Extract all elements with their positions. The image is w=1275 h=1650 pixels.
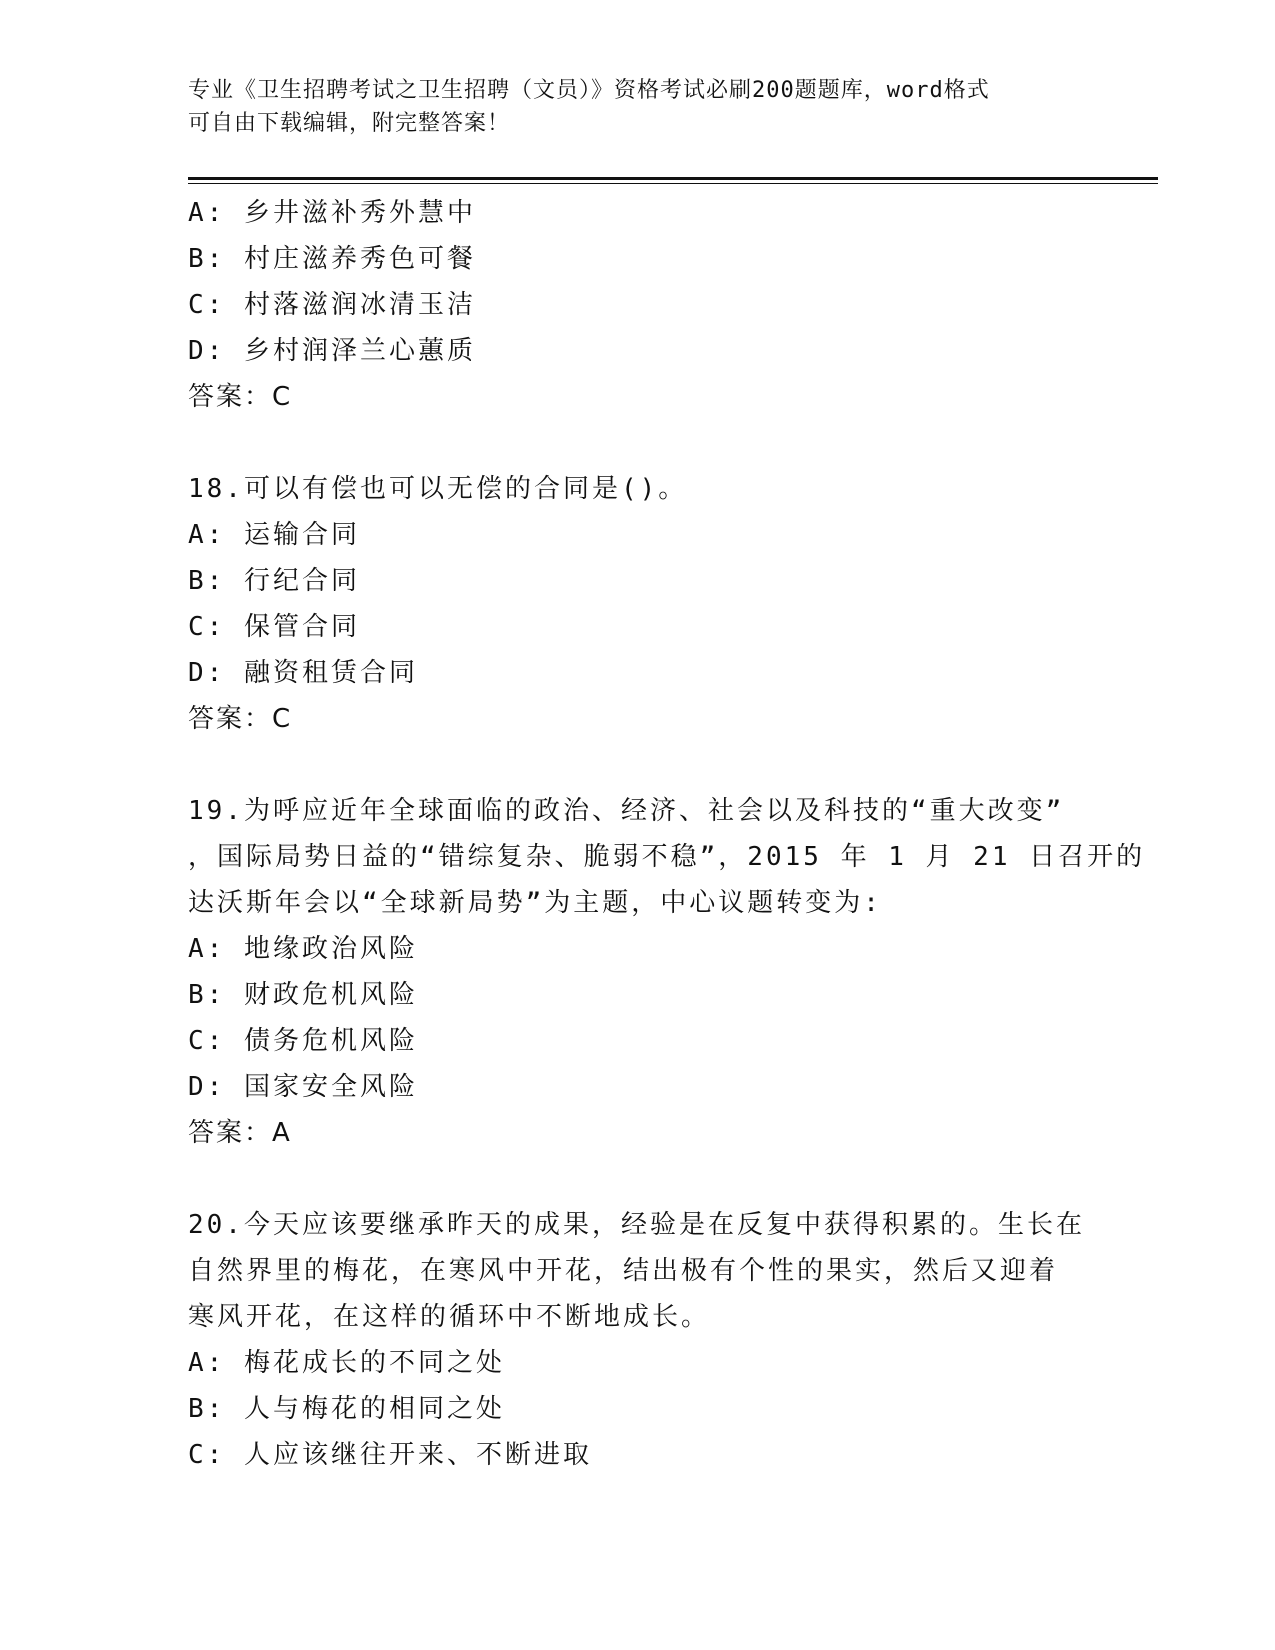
option-d: D: 融资租赁合同 bbox=[188, 658, 418, 688]
header-title-line-1: 专业《卫生招聘考试之卫生招聘（文员）》资格考试必刷200题题库，word格式 bbox=[188, 78, 990, 103]
question-text-line-2: ，国际局势日益的“错综复杂、脆弱不稳”，2015 年 1 月 21 日召开的 bbox=[188, 842, 1146, 872]
answer-line: 答案：C bbox=[188, 704, 293, 734]
question-spacer bbox=[188, 1156, 1088, 1202]
answer-line: 答案：A bbox=[188, 1118, 292, 1148]
question-18 bbox=[188, 466, 1088, 742]
option-b: B: 人与梅花的相同之处 bbox=[188, 1394, 505, 1424]
document-header bbox=[188, 74, 1068, 140]
question-19 bbox=[188, 788, 1146, 1156]
option-c: C: 保管合同 bbox=[188, 612, 360, 642]
option-b: B: 行纪合同 bbox=[188, 566, 360, 596]
option-a: A: 梅花成长的不同之处 bbox=[188, 1348, 505, 1378]
question-20 bbox=[188, 1202, 1088, 1478]
option-b: B: 村庄滋养秀色可餐 bbox=[188, 244, 476, 274]
question-spacer bbox=[188, 420, 1088, 466]
option-d: D: 国家安全风险 bbox=[188, 1072, 418, 1102]
header-divider-thick bbox=[188, 177, 1158, 180]
option-b: B: 财政危机风险 bbox=[188, 980, 418, 1010]
option-d: D: 乡村润泽兰心蕙质 bbox=[188, 336, 476, 366]
question-text-line-2: 自然界里的梅花，在寒风中开花，结出极有个性的果实，然后又迎着 bbox=[188, 1256, 1059, 1286]
question-text-line-3: 达沃斯年会以“全球新局势”为主题，中心议题转变为: bbox=[188, 888, 882, 918]
option-c: C: 村落滋润冰清玉洁 bbox=[188, 290, 476, 320]
option-c: C: 人应该继往开来、不断进取 bbox=[188, 1440, 592, 1470]
option-a: A: 地缘政治风险 bbox=[188, 934, 418, 964]
question-text: 18.可以有偿也可以无偿的合同是()。 bbox=[188, 474, 688, 504]
question-spacer bbox=[188, 742, 1088, 788]
header-divider-thin bbox=[188, 183, 1158, 184]
option-a: A: 乡井滋补秀外慧中 bbox=[188, 198, 476, 228]
option-a: A: 运输合同 bbox=[188, 520, 360, 550]
question-text-line-3: 寒风开花，在这样的循环中不断地成长。 bbox=[188, 1302, 711, 1332]
answer-line: 答案：C bbox=[188, 382, 293, 412]
question-17 bbox=[188, 190, 1088, 420]
option-c: C: 债务危机风险 bbox=[188, 1026, 418, 1056]
question-text-line-1: 20.今天应该要继承昨天的成果，经验是在反复中获得积累的。生长在 bbox=[188, 1210, 1085, 1240]
header-title-line-2: 可自由下载编辑，附完整答案！ bbox=[188, 111, 511, 136]
question-list bbox=[188, 190, 1146, 1478]
question-text-line-1: 19.为呼应近年全球面临的政治、经济、社会以及科技的“重大改变” bbox=[188, 796, 1065, 826]
